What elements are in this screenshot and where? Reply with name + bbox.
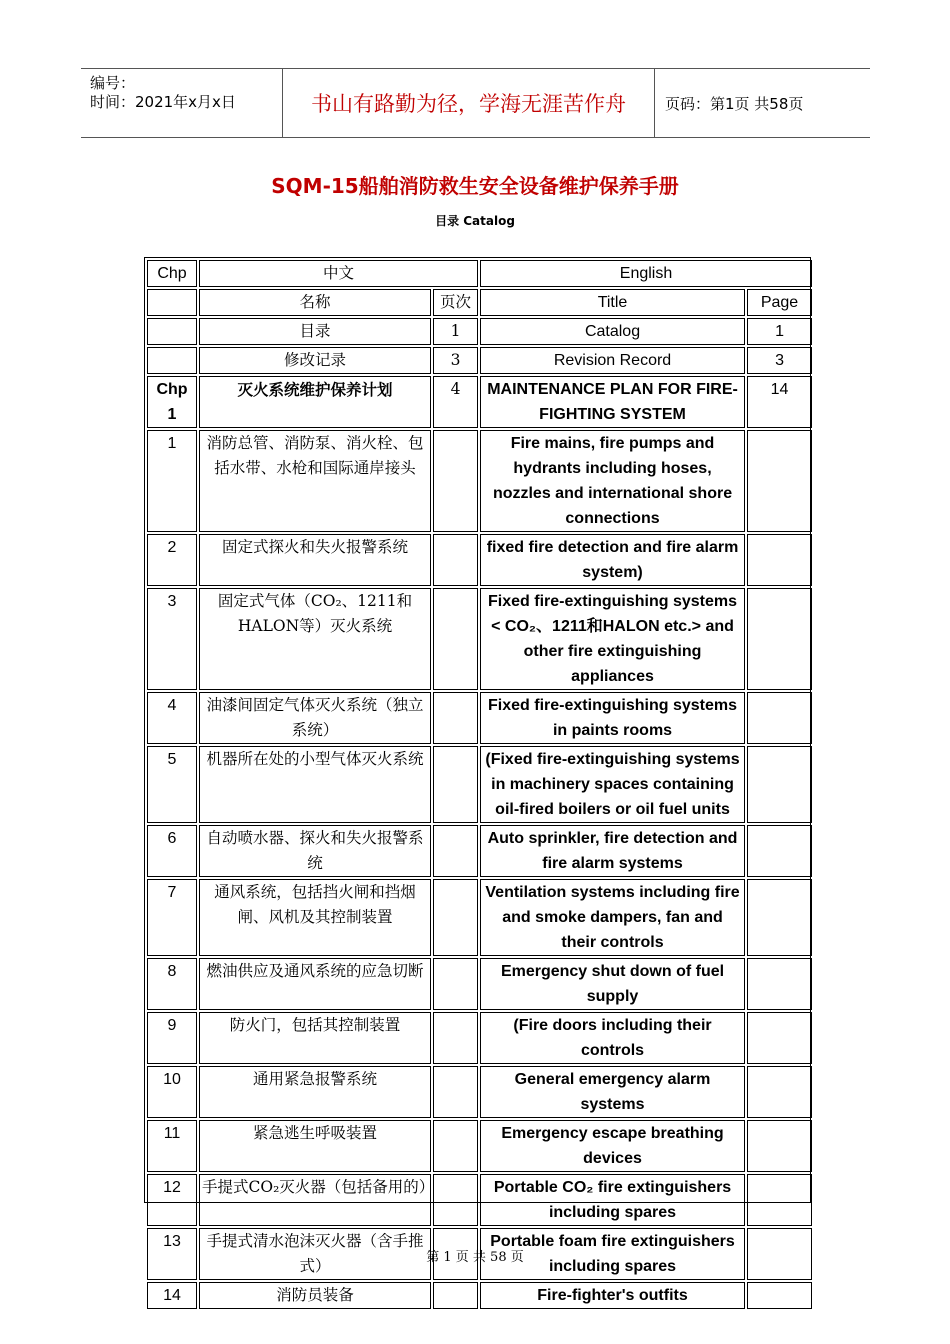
english-title-cell: Fire-fighter's outfits bbox=[480, 1282, 745, 1309]
header-en-title: Title bbox=[480, 289, 745, 316]
table-row bbox=[147, 1282, 812, 1309]
english-title-cell: Portable CO₂ fire extinguishers including spares bbox=[480, 1174, 745, 1226]
chinese-name-cell: 目录 bbox=[199, 318, 431, 345]
english-page-cell bbox=[747, 588, 812, 690]
chapter-cell bbox=[147, 318, 197, 345]
table-row bbox=[147, 1174, 812, 1226]
header-motto-cell bbox=[283, 69, 655, 137]
table-row bbox=[147, 347, 812, 374]
english-title-cell: Fixed fire-extinguishing systems in paints rooms bbox=[480, 692, 745, 744]
chinese-page-cell: 4 bbox=[433, 376, 478, 428]
chinese-name-cell: 固定式气体（CO₂、1211和HALON等）灭火系统 bbox=[199, 588, 431, 690]
document-number-label: 编号： bbox=[90, 74, 136, 92]
english-page-cell bbox=[747, 746, 812, 823]
chinese-page-cell bbox=[433, 746, 478, 823]
english-page-cell bbox=[747, 1012, 812, 1064]
chapter-cell: 4 bbox=[147, 692, 197, 744]
chapter-cell: 11 bbox=[147, 1120, 197, 1172]
chinese-name-cell: 燃油供应及通风系统的应急切断 bbox=[199, 958, 431, 1010]
table-row bbox=[147, 692, 812, 744]
english-title-cell: Emergency shut down of fuel supply bbox=[480, 958, 745, 1010]
chinese-name-cell: 手提式CO₂灭火器（包括备用的） bbox=[199, 1174, 431, 1226]
document-date: 时间：2021年x月x日 bbox=[90, 93, 236, 111]
chinese-name-cell: 消防员装备 bbox=[199, 1282, 431, 1309]
catalog-table bbox=[145, 258, 814, 1311]
english-page-cell: 1 bbox=[747, 318, 812, 345]
header-page-info: 页码：第1页 共58页 bbox=[665, 94, 804, 113]
chinese-page-cell bbox=[433, 588, 478, 690]
header-meta bbox=[81, 69, 283, 137]
header-cn-page: 页次 bbox=[433, 289, 478, 316]
english-title-cell: (Fixed fire-extinguishing systems in machinery spaces containing oil-fired boilers or oil fuel units bbox=[480, 746, 745, 823]
chinese-page-cell bbox=[433, 1120, 478, 1172]
header-en-page: Page bbox=[747, 289, 812, 316]
chapter-cell: 9 bbox=[147, 1012, 197, 1064]
english-title-cell: fixed fire detection and fire alarm system) bbox=[480, 534, 745, 586]
table-row bbox=[147, 1120, 812, 1172]
table-row bbox=[147, 318, 812, 345]
table-row bbox=[147, 1012, 812, 1064]
english-title-cell: Fire mains, fire pumps and hydrants including hoses, nozzles and international shore connections bbox=[480, 430, 745, 532]
chinese-name-cell: 手提式清水泡沫灭火器（含手推式） bbox=[199, 1228, 431, 1280]
english-title-cell: MAINTENANCE PLAN FOR FIRE-FIGHTING SYSTEM bbox=[480, 376, 745, 428]
chinese-page-cell bbox=[433, 879, 478, 956]
table-row bbox=[147, 376, 812, 428]
chapter-cell: 14 bbox=[147, 1282, 197, 1309]
english-page-cell bbox=[747, 1282, 812, 1309]
chapter-cell: 2 bbox=[147, 534, 197, 586]
document-title: SQM-15船舶消防救生安全设备维护保养手册 bbox=[271, 174, 679, 198]
table-row bbox=[147, 746, 812, 823]
chinese-name-cell: 自动喷水器、探火和失火报警系统 bbox=[199, 825, 431, 877]
chinese-page-cell bbox=[433, 825, 478, 877]
english-title-cell: Auto sprinkler, fire detection and fire alarm systems bbox=[480, 825, 745, 877]
page-header bbox=[81, 68, 870, 138]
document-subtitle: 目录 Catalog bbox=[435, 214, 515, 228]
header-cn-name: 名称 bbox=[199, 289, 431, 316]
chapter-cell: 12 bbox=[147, 1174, 197, 1226]
chinese-name-cell: 通用紧急报警系统 bbox=[199, 1066, 431, 1118]
table-row bbox=[147, 825, 812, 877]
chinese-page-cell bbox=[433, 430, 478, 532]
header-chinese: 中文 bbox=[199, 260, 478, 287]
chinese-page-cell bbox=[433, 1282, 478, 1309]
chinese-name-cell: 修改记录 bbox=[199, 347, 431, 374]
chinese-name-cell: 紧急逃生呼吸装置 bbox=[199, 1120, 431, 1172]
header-english: English bbox=[480, 260, 812, 287]
table-row bbox=[147, 430, 812, 532]
chapter-cell bbox=[147, 347, 197, 374]
english-page-cell bbox=[747, 879, 812, 956]
chinese-name-cell: 油漆间固定气体灭火系统（独立系统） bbox=[199, 692, 431, 744]
chinese-page-cell bbox=[433, 1174, 478, 1226]
chapter-cell: 5 bbox=[147, 746, 197, 823]
english-title-cell: General emergency alarm systems bbox=[480, 1066, 745, 1118]
english-page-cell bbox=[747, 1066, 812, 1118]
english-page-cell bbox=[747, 534, 812, 586]
english-title-cell: Portable foam fire extinguishers including spares bbox=[480, 1228, 745, 1280]
chapter-cell: 7 bbox=[147, 879, 197, 956]
chinese-page-cell: 1 bbox=[433, 318, 478, 345]
chapter-cell: 10 bbox=[147, 1066, 197, 1118]
header-chp: Chp bbox=[147, 260, 197, 287]
chinese-page-cell bbox=[433, 1012, 478, 1064]
english-page-cell bbox=[747, 958, 812, 1010]
header-motto: 书山有路勤为径，学海无涯苦作舟 bbox=[311, 92, 626, 116]
chinese-name-cell: 防火门，包括其控制装置 bbox=[199, 1012, 431, 1064]
header-empty-cell bbox=[147, 289, 197, 316]
english-page-cell: 14 bbox=[747, 376, 812, 428]
chapter-cell: 6 bbox=[147, 825, 197, 877]
chinese-name-cell: 灭火系统维护保养计划 bbox=[199, 376, 431, 428]
table-row bbox=[147, 879, 812, 956]
chapter-cell: 1 bbox=[147, 430, 197, 532]
chinese-page-cell bbox=[433, 692, 478, 744]
chinese-name-cell: 通风系统，包括挡火闸和挡烟闸、风机及其控制装置 bbox=[199, 879, 431, 956]
english-title-cell: (Fire doors including their controls bbox=[480, 1012, 745, 1064]
chapter-cell: Chp 1 bbox=[147, 376, 197, 428]
table-row bbox=[147, 958, 812, 1010]
chinese-page-cell bbox=[433, 534, 478, 586]
english-page-cell bbox=[747, 825, 812, 877]
chinese-page-cell: 3 bbox=[433, 347, 478, 374]
chinese-name-cell: 机器所在处的小型气体灭火系统 bbox=[199, 746, 431, 823]
english-page-cell bbox=[747, 692, 812, 744]
page-footer: 第 1 页 共 58 页 bbox=[426, 1250, 524, 1265]
english-page-cell bbox=[747, 1120, 812, 1172]
chinese-name-cell: 固定式探火和失火报警系统 bbox=[199, 534, 431, 586]
english-title-cell: Emergency escape breathing devices bbox=[480, 1120, 745, 1172]
english-title-cell: Revision Record bbox=[480, 347, 745, 374]
chapter-cell: 13 bbox=[147, 1228, 197, 1280]
table-header-row-1 bbox=[147, 260, 812, 287]
table-row bbox=[147, 534, 812, 586]
chapter-cell: 3 bbox=[147, 588, 197, 690]
table-row bbox=[147, 588, 812, 690]
table-row bbox=[147, 1066, 812, 1118]
chinese-page-cell bbox=[433, 1066, 478, 1118]
english-title-cell: Catalog bbox=[480, 318, 745, 345]
english-page-cell: 3 bbox=[747, 347, 812, 374]
chapter-cell: 8 bbox=[147, 958, 197, 1010]
english-title-cell: Fixed fire-extinguishing systems < CO₂、1211和HALON etc.> and other fire extinguishing appliances bbox=[480, 588, 745, 690]
table-header-row-2 bbox=[147, 289, 812, 316]
chinese-page-cell bbox=[433, 958, 478, 1010]
english-page-cell bbox=[747, 1174, 812, 1226]
english-page-cell bbox=[747, 430, 812, 532]
english-title-cell: Ventilation systems including fire and smoke dampers, fan and their controls bbox=[480, 879, 745, 956]
header-page-cell bbox=[655, 69, 870, 137]
chinese-name-cell: 消防总管、消防泵、消火栓、包括水带、水枪和国际通岸接头 bbox=[199, 430, 431, 532]
